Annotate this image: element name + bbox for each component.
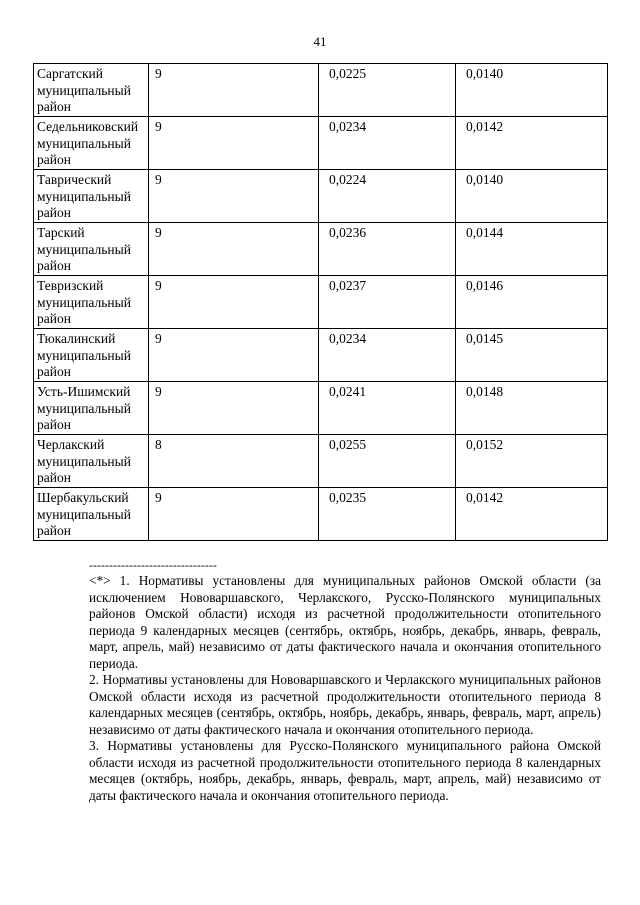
district-cell: Шербакульский муниципальный район: [34, 488, 149, 541]
norm-value-2-cell: 0,0144: [456, 223, 608, 276]
footnote-separator: --------------------------------: [89, 558, 217, 572]
district-cell: Таврический муниципальный район: [34, 170, 149, 223]
months-cell: 9: [149, 329, 319, 382]
table-row: [34, 435, 608, 488]
norm-value-2-cell: 0,0145: [456, 329, 608, 382]
footnote-1: <*> 1. Нормативы установлены для муниципальных районов Омской области (за исключением Нововаршавского, Черлакского, Русско-Полянского муниципальных районов Омской области) исходя из расчетной продолжительности отопительного периода 9 календарных месяцев (сентябрь, октябрь, ноябрь, декабрь, январь, февраль, март, апрель, май) независимо от даты фактического начала и окончания отопительного периода.: [89, 573, 601, 671]
months-cell: 9: [149, 223, 319, 276]
norm-value-1-cell: 0,0235: [319, 488, 456, 541]
months-cell: 9: [149, 488, 319, 541]
table-row: [34, 382, 608, 435]
months-cell: 9: [149, 170, 319, 223]
district-cell: Саргатский муниципальный район: [34, 64, 149, 117]
page-number: 41: [313, 34, 327, 49]
months-cell: 9: [149, 117, 319, 170]
footnote-3: 3. Нормативы установлены для Русско-Полянского муниципального района Омской области исходя из расчетной продолжительности отопительного периода 8 календарных месяцев (октябрь, ноябрь, декабрь, январь, февраль, март, апрель, май) независимо от даты фактического начала и окончания отопительного периода.: [89, 738, 601, 803]
district-cell: Усть-Ишимский муниципальный район: [34, 382, 149, 435]
district-cell: Черлакский муниципальный район: [34, 435, 149, 488]
norm-value-2-cell: 0,0148: [456, 382, 608, 435]
norm-value-1-cell: 0,0225: [319, 64, 456, 117]
district-cell: Тюкалинский муниципальный район: [34, 329, 149, 382]
district-cell: Седельниковский муниципальный район: [34, 117, 149, 170]
norm-value-2-cell: 0,0142: [456, 117, 608, 170]
norm-value-1-cell: 0,0241: [319, 382, 456, 435]
norm-value-1-cell: 0,0224: [319, 170, 456, 223]
norms-table: [33, 63, 608, 541]
norm-value-1-cell: 0,0234: [319, 117, 456, 170]
months-cell: 9: [149, 276, 319, 329]
norm-value-2-cell: 0,0140: [456, 64, 608, 117]
norm-value-1-cell: 0,0237: [319, 276, 456, 329]
table-row: [34, 117, 608, 170]
table-row: [34, 329, 608, 382]
norms-table-body: [34, 64, 608, 541]
district-cell: Тарский муниципальный район: [34, 223, 149, 276]
norm-value-1-cell: 0,0234: [319, 329, 456, 382]
table-row: [34, 276, 608, 329]
months-cell: 9: [149, 382, 319, 435]
norm-value-2-cell: 0,0142: [456, 488, 608, 541]
district-cell: Тевризский муниципальный район: [34, 276, 149, 329]
norm-value-2-cell: 0,0152: [456, 435, 608, 488]
months-cell: 9: [149, 64, 319, 117]
table-row: [34, 488, 608, 541]
table-row: [34, 170, 608, 223]
norm-value-2-cell: 0,0140: [456, 170, 608, 223]
table-row: [34, 223, 608, 276]
norm-value-1-cell: 0,0255: [319, 435, 456, 488]
table-row: [34, 64, 608, 117]
footnotes: [89, 573, 601, 804]
norm-value-2-cell: 0,0146: [456, 276, 608, 329]
months-cell: 8: [149, 435, 319, 488]
footnote-2: 2. Нормативы установлены для Нововаршавского и Черлакского муниципальных районов Омской области исходя из расчетной продолжительности отопительного периода 8 календарных месяцев (сентябрь, октябрь, ноябрь, декабрь, январь, февраль, март, апрель) независимо от даты фактического начала и окончания отопительного периода.: [89, 672, 601, 737]
norm-value-1-cell: 0,0236: [319, 223, 456, 276]
